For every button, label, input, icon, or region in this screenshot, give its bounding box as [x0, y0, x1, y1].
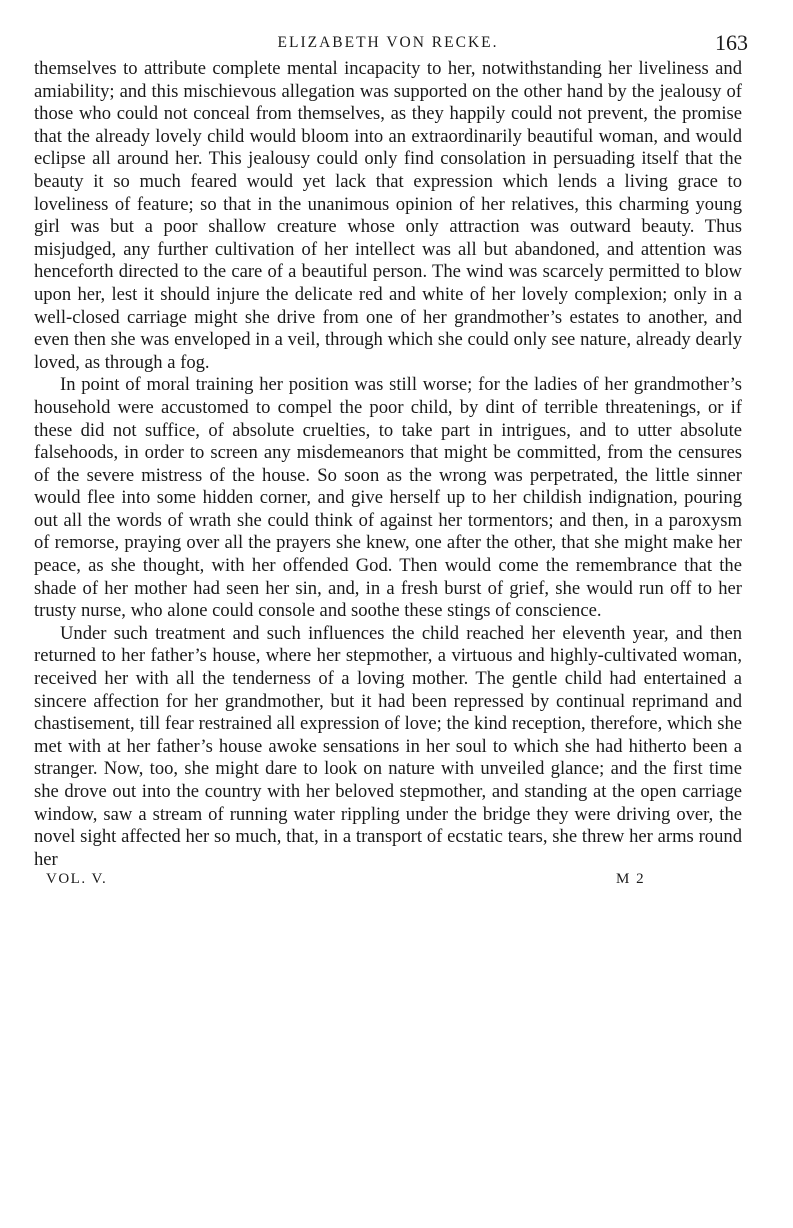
page-number: 163: [715, 30, 748, 55]
book-page: [34, 30, 748, 893]
running-header: [34, 30, 748, 56]
paragraph-moral-training: In point of moral training her position was still worse; for the ladies of her grandmother’s household were accustomed to compel the poor child, by dint of terrible threatenings, or if these did not suffice, of absolute cruelties, to take part in intrigues, and to utter absolute falsehoods, in order to screen any misdemeanors that might be committed, from the censures of the severe mistress of the house. So soon as the wrong was perpetrated, the little sinner would flee into some hidden corner, and give herself up to her childish indignation, pouring out all the words of wrath she could think of against her tormentors; and then, in a paroxysm of remorse, praying over all the prayers she knew, one after the other, that she might make her peace, as she thought, with her offended God. Then would come the remembrance that the shade of her mother had seen her sin, and, in a fresh burst of grief, she would run off to her trusty nurse, who alone could console and soothe these stings of conscience.: [34, 374, 742, 622]
volume-mark: VOL. V.: [46, 871, 108, 888]
signature-mark: M 2: [616, 871, 646, 888]
paragraph-continued: themselves to attribute complete mental incapacity to her, notwithstanding her liveliness and amiability; and this mischievous allegation was supported on the other hand by the jealousy of those who could not conceal from themselves, as they happily could not prevent, the promise that the already lovely child would bloom into an extraordinarily beautiful woman, and would eclipse all around her. This jealousy could only find consolation in persuading itself that the beauty it so much feared would yet lack that expression which lends a living grace to loveliness of feature; so that in the unanimous opinion of her relatives, this charming young girl was but a poor shallow creature whose only attraction was outward beauty. Thus misjudged, any further cultivation of her intellect was all but abandoned, and attention was henceforth directed to the care of a beautiful person. The wind was scarcely permitted to blow upon her, lest it should injure the delicate red and white of her lovely complexion; only in a well-closed carriage might she drive from one of her grandmother’s estates to another, and even then she was enveloped in a veil, through which she could only see nature, already dearly loved, as through a fog.: [34, 58, 742, 373]
running-title: ELIZABETH VON RECKE.: [277, 34, 499, 51]
body-text: [34, 58, 742, 871]
page-footer: [34, 871, 742, 893]
paragraph-eleventh-year: Under such treatment and such influences the child reached her eleventh year, and then returned to her father’s house, where her stepmother, a virtuous and highly-cultivated woman, received her with all the tenderness of a loving mother. The gentle child had entertained a sincere affection for her grandmother, but it had been repressed by continual reprimand and chastisement, till fear restrained all expression of love; the kind reception, therefore, which she met with at her father’s house awoke sensations in her soul to which she had hitherto been a stranger. Now, too, she might dare to look on nature with unveiled glance; and the first time she drove out into the country with her beloved stepmother, and standing at the open carriage window, saw a stream of running water rippling under the bridge they were driving over, the novel sight affected her so much, that, in a transport of ecstatic tears, she threw her arms round her: [34, 622, 742, 870]
